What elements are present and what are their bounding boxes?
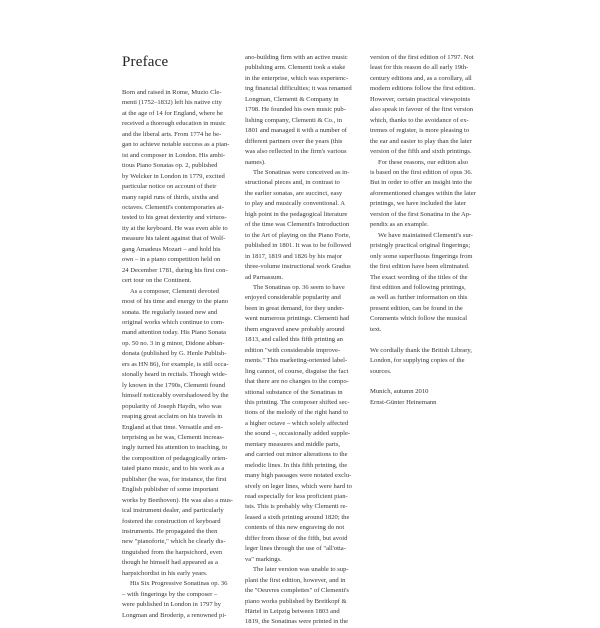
text-line: most of his time and energy to the piano — [122, 298, 229, 306]
text-line: menti (1752–1832) left his native city — [122, 99, 222, 107]
text-line: leased a sixth printing around 1820; the — [245, 513, 350, 521]
text-line: read especially for less proficient pian- — [245, 493, 348, 501]
text-line: century editions and, as a corollary, all — [370, 74, 472, 82]
text-line: the composition of pedagogically orien- — [122, 454, 228, 462]
text-line: the first edition have been eliminated. — [370, 263, 470, 271]
text-line: op. 50 no. 3 in g minor, Didone abban- — [122, 339, 225, 347]
text-line: London, for supplying copies of the — [370, 357, 465, 365]
text-line: high point in the pedagogical literature — [245, 210, 348, 218]
text-line: ists. This is probably why Clementi re- — [245, 503, 348, 511]
text-line: ing financial difficulties; it was renamed — [245, 85, 352, 93]
text-line: were published in London in 1797 by — [122, 601, 221, 609]
text-line: least for this reason do all early 19th- — [370, 64, 469, 72]
text-line: aforementioned changes within the later — [370, 189, 476, 197]
text-line: ments." This marketing-oriented label- — [245, 357, 348, 365]
text-line: Ernst-Günter Heinemann — [370, 398, 437, 406]
text-line: piano works published by Breitkopf & — [245, 597, 347, 605]
text-line: in 1817, 1819 and 1826 by his major — [245, 252, 343, 260]
text-line: tinguished from the harpsichord, even — [122, 548, 223, 556]
text-line: donata (published by G. Henle Publish- — [122, 350, 227, 358]
text-line: octaves. Clementi's contemporaries at- — [122, 203, 224, 211]
text-line: ers as HN 86), for example, is still occa- — [122, 360, 229, 368]
text-line: went numerous printings. Clementi had — [245, 315, 350, 323]
text-line: His Six Progressive Sonatinas op. 36 — [130, 580, 228, 588]
text-line: The Sonatinas op. 36 seem to have — [253, 283, 345, 291]
text-line: Härtel in Leipzig between 1803 and — [245, 608, 340, 616]
text-line: sitional substance of the Sonatinas in — [245, 388, 343, 396]
text-line: different partners over the years (this — [245, 137, 343, 145]
text-line: by Welcker in London in 1779, excited — [122, 172, 225, 180]
text-line: in the enterprise, which was experienc- — [245, 74, 349, 82]
text-line: ist and composer in London. His ambi- — [122, 151, 226, 159]
text-line: gang Amadeus Mozart – and hold his — [122, 245, 221, 253]
text-line: this printing. The composer shifted sec- — [245, 398, 350, 406]
text-line: the "Oeuvres complettes" of Clementi's — [245, 587, 349, 595]
text-line: 1813, and called this fifth printing an — [245, 336, 343, 344]
text-line: many rapid runs of thirds, sixths and — [122, 193, 219, 201]
text-line: The exact wording of the titles of the — [370, 273, 468, 281]
text-line: them engraved anew probably around — [245, 325, 345, 333]
text-line: sively on leger lines, which were hard to — [245, 482, 352, 490]
text-line: leger lines through the use of "all'otta- — [245, 545, 346, 553]
text-line: ano-building firm with an active music — [245, 54, 348, 61]
text-line: reaping great acclaim on his travels in — [122, 413, 223, 421]
text-line: enjoyed considerable popularity and — [245, 294, 341, 302]
text-line: three-volume instructional work Gradus — [245, 263, 351, 271]
text-line: many high passages were notated exclu- — [245, 472, 352, 480]
text-column-2 — [245, 53, 353, 628]
text-line: 1798. He founded his own music pub- — [245, 106, 346, 114]
text-line: tions of the melody of the right hand to — [245, 409, 349, 417]
text-line: cert tour on the Continent. — [122, 277, 192, 285]
text-line: original works which continue to com- — [122, 318, 225, 326]
text-line: 1819, the Sonatinas were printed in the — [245, 618, 349, 626]
text-line: prisingly practical original fingerings; — [370, 242, 471, 250]
text-line: printings, we have included the later — [370, 200, 466, 208]
text-line: ingly turned his attention to teaching, to — [122, 444, 228, 452]
text-line: the ear and easier to play than the later — [370, 137, 472, 145]
text-line: to play and musically conventional. A — [245, 200, 345, 208]
text-line: gan to achieve notable success as a pian- — [122, 141, 230, 149]
text-line: popularity of Joseph Haydn, who was — [122, 402, 222, 410]
page-title: Preface — [122, 54, 169, 70]
text-line: works by Beethoven). He was also a mus- — [122, 496, 233, 504]
text-line: sionally heard in recitals. Though wide- — [122, 371, 227, 379]
text-line: as well as further information on this — [370, 294, 468, 302]
text-line: published in 1801. It was to be followed — [245, 242, 352, 250]
text-line: contents of this new engraving do not — [245, 524, 345, 532]
text-line: ling cannot, of course, disguise the fact — [245, 367, 349, 375]
text-line: ly known in the 1790s, Clementi found — [122, 381, 226, 389]
text-line: publishing arm. Clementi took a stake — [245, 64, 346, 72]
text-line: present edition, can be found in the — [370, 304, 463, 312]
text-line: ad Parnassum. — [245, 273, 284, 281]
text-line: tious Piano Sonatas op. 2, published — [122, 162, 218, 170]
text-line: We cordially thank the British Library, — [370, 346, 472, 354]
text-line: For these reasons, our edition also — [378, 158, 469, 166]
text-line: Longman and Broderip, a renowned pi- — [122, 611, 227, 619]
text-line: mentary measures and middle parts, — [245, 440, 341, 448]
text-line: mand attention today. His Piano Sonata — [122, 329, 226, 337]
text-line: England at that time. Versatile and en- — [122, 423, 223, 431]
text-line: at the age of 14 for England, where he — [122, 109, 223, 117]
text-line: version of the first Sonatina in the Ap- — [370, 210, 472, 218]
text-line: first edition and following printings, — [370, 283, 466, 291]
text-line: was also reflected in the firm's various — [245, 148, 347, 156]
text-column-3 — [370, 53, 478, 408]
text-line: 1801 and managed it with a number of — [245, 127, 347, 135]
text-line: own – in a piano competition held on — [122, 256, 221, 264]
text-line: which, thanks to the avoidance of ex- — [370, 116, 469, 124]
text-column-1 — [122, 88, 233, 621]
text-line: version of the first edition of 1797. Not — [370, 54, 474, 61]
text-line: and carried out minor alterations to the — [245, 451, 348, 459]
text-line: edition "with considerable improve- — [245, 346, 341, 354]
text-line: publisher (he was, for instance, the first — [122, 475, 227, 483]
paragraph-gap — [370, 335, 478, 345]
text-line: melodic lines. In this fifth printing, the — [245, 461, 348, 469]
text-line: though he himself had appeared as a — [122, 559, 218, 567]
text-line: Munich, autumn 2010 — [370, 388, 429, 396]
text-line: plant the first edition, however, and in — [245, 576, 346, 584]
text-line: Comments which follow the musical — [370, 315, 468, 323]
text-line: English publisher of some important — [122, 486, 219, 494]
text-line: that there are no changes to the compo- — [245, 378, 349, 386]
text-line: structional pieces and, in contrast to — [245, 179, 340, 187]
text-line: of the time was Clementi's Introduction — [245, 221, 350, 229]
text-line: the sound –, occasionally added supple- — [245, 430, 351, 438]
text-line: received a thorough education in music — [122, 120, 226, 128]
text-line: names). — [245, 158, 266, 166]
text-line: The later version was unable to sup- — [253, 566, 349, 574]
text-line: The Sonatinas were conceived as in- — [253, 168, 350, 176]
text-line: sources. — [370, 367, 392, 375]
text-line: text. — [370, 325, 382, 333]
text-line: But in order to offer an insight into the — [370, 179, 473, 187]
text-line: va" markings. — [245, 555, 282, 563]
text-line: However, certain practical viewpoints — [370, 95, 471, 103]
text-line: We have maintained Clementi's sur- — [378, 231, 474, 239]
text-line: particular notice on account of their — [122, 183, 217, 191]
text-line: lishing company, Clementi & Co., in — [245, 116, 343, 124]
text-line: differ from those of the fifth, but avoid — [245, 534, 348, 542]
text-line: sonata. He regularly issued new and — [122, 308, 218, 316]
text-line: fostered the construction of keyboard — [122, 517, 221, 525]
text-line: Longman, Clementi & Company in — [245, 95, 339, 103]
text-line: tested to his great dexterity and virtuos- — [122, 214, 227, 222]
text-line: and the liberal arts. From 1774 he be- — [122, 130, 222, 138]
text-line: been in great demand, for they under- — [245, 304, 345, 312]
text-line: instruments. He propagated the then — [122, 528, 218, 536]
text-line: also speak in favour of the first version — [370, 106, 474, 114]
text-line: terprising as he was, Clementi increas- — [122, 433, 225, 441]
text-line: ical instrument dealer, and particularly — [122, 507, 224, 515]
text-line: new "pianoforte," which he clearly dis- — [122, 538, 226, 546]
text-line: As a composer, Clementi devoted — [130, 287, 219, 295]
paragraph-gap — [370, 377, 478, 387]
text-line: Born and raised in Rome, Muzio Cle- — [122, 89, 222, 96]
text-line: 24 December 1781, during his first con- — [122, 266, 228, 274]
text-line: ity at the keyboard. He was even able to — [122, 224, 228, 232]
text-line: tremes of register, is more pleasing to — [370, 127, 470, 135]
text-line: the earlier sonatas, are succinct, easy — [245, 189, 343, 197]
text-line: – with fingerings by the composer – — [122, 590, 218, 598]
text-line: only some superfluous fingerings from — [370, 252, 473, 260]
text-line: pendix as an example. — [370, 221, 429, 229]
text-line: to the Art of playing on the Piano Forte, — [245, 231, 351, 239]
text-line: measure his talent against that of Wolf- — [122, 235, 226, 243]
text-line: tated piano music, and to his work as a — [122, 465, 225, 473]
text-line: himself noticeably overshadowed by the — [122, 392, 229, 400]
text-line: harpsichordist in his early years. — [122, 569, 208, 577]
text-line: a higher octave – which solely affected — [245, 419, 349, 427]
text-line: modern editions follow the first edition. — [370, 85, 476, 93]
text-line: version of the fifth and sixth printings. — [370, 148, 472, 156]
text-line: is based on the first edition of opus 36. — [370, 168, 473, 176]
